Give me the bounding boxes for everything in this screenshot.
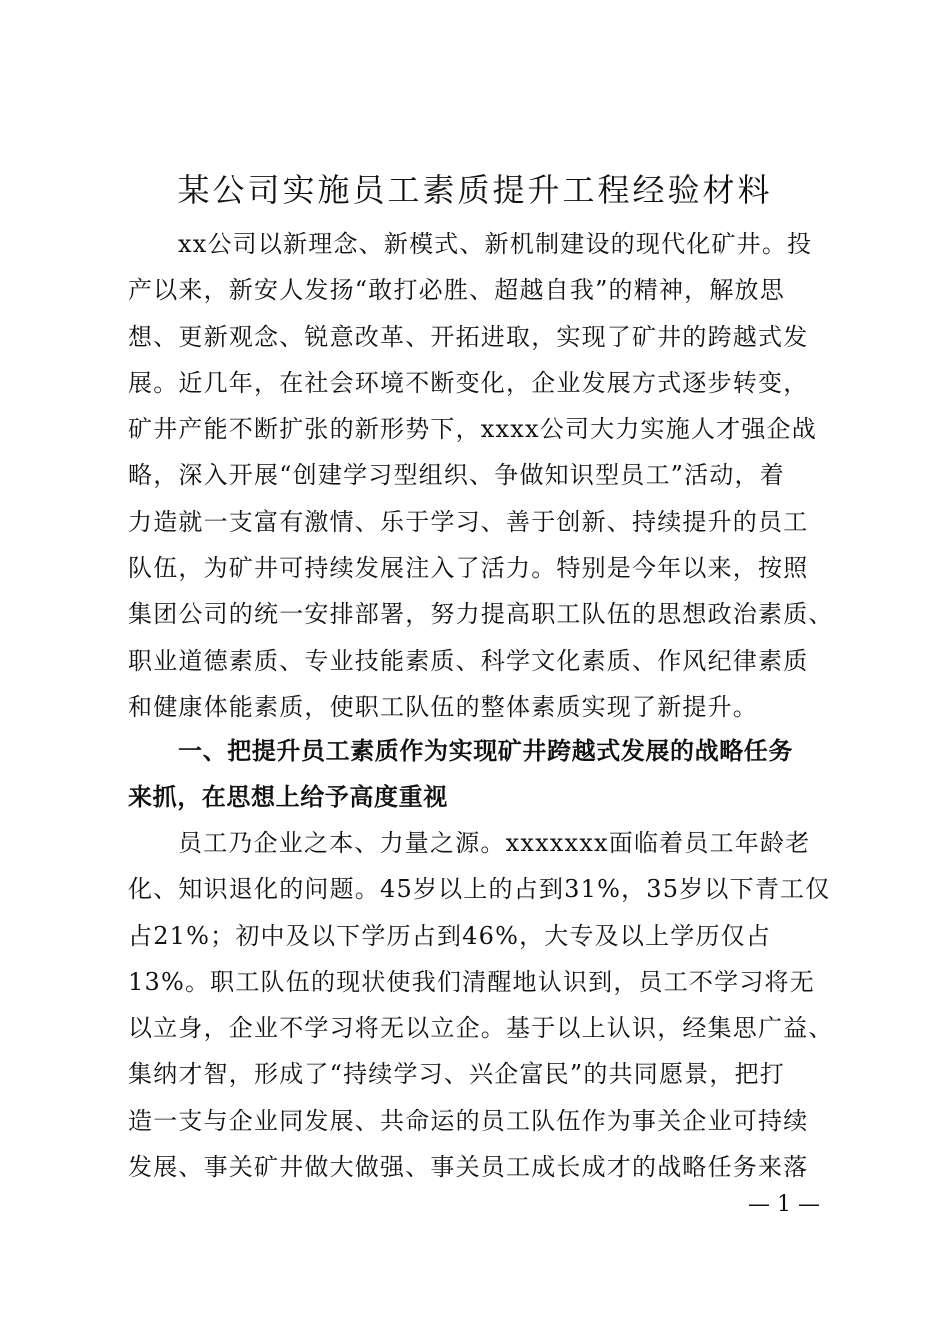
- heading-line: 来抓，在思想上给予高度重视: [128, 783, 448, 812]
- text-line: 力造就一支富有激情、乐于学习、善于创新、持续提升的员工: [128, 507, 809, 536]
- heading-line: 一、把提升员工素质作为实现矿井跨越式发展的战略任务: [178, 737, 793, 765]
- document-title: 某公司实施员工素质提升工程经验材料: [177, 171, 773, 209]
- text-line: 占21%；初中及以下学历占到46%，大专及以上学历仅占: [128, 921, 772, 950]
- text-line: 矿井产能不断扩张的新形势下，xxxx公司大力实施人才强企战: [128, 415, 817, 444]
- text-line: 造一支与企业同发展、共命运的员工队伍作为事关企业可持续: [128, 1106, 809, 1135]
- text-line: 和健康体能素质，使职工队伍的整体素质实现了新提升。: [128, 692, 758, 721]
- paragraph-section-1: [128, 820, 834, 1190]
- text-line: 展。近几年，在社会环境不断变化，企业发展方式逐步转变，: [128, 368, 809, 397]
- text-line: 员工乃企业之本、力量之源。xxxxxxx面临着员工年龄老: [178, 829, 811, 857]
- text-line: 队伍，为矿井可持续发展注入了活力。特别是今年以来，按照: [128, 554, 809, 583]
- section-heading-1: [128, 728, 828, 821]
- text-line: 以立身，企业不学习将无以立企。基于以上认识，经集思广益、: [128, 1014, 834, 1043]
- text-line: xx公司以新理念、新模式、新机制建设的现代化矿井。投: [178, 230, 813, 258]
- text-line: 想、更新观念、锐意改革、开拓进取，实现了矿井的跨越式发: [128, 322, 809, 351]
- paragraph-intro: [128, 221, 834, 730]
- text-line: 集纳才智，形成了“持续学习、兴企富民”的共同愿景，把打: [128, 1060, 785, 1089]
- text-line: 发展、事关矿井做大做强、事关员工成长成才的战略任务来落: [128, 1153, 809, 1182]
- text-line: 化、知识退化的问题。45岁以上的占到31%，35岁以下青工仅: [128, 875, 831, 904]
- text-line: 13%。职工队伍的现状使我们清醒地认识到，员工不学习将无: [128, 967, 815, 996]
- text-line: 略，深入开展“创建学习型组织、争做知识型员工”活动，着: [128, 461, 785, 490]
- text-line: 产以来，新安人发扬“敢打必胜、超越自我”的精神，解放思: [128, 276, 785, 305]
- page-number: — 1 —: [748, 1192, 820, 1217]
- text-line: 职业道德素质、专业技能素质、科学文化素质、作风纪律素质: [128, 646, 809, 675]
- text-line: 集团公司的统一安排部署，努力提高职工队伍的思想政治素质、: [128, 600, 834, 629]
